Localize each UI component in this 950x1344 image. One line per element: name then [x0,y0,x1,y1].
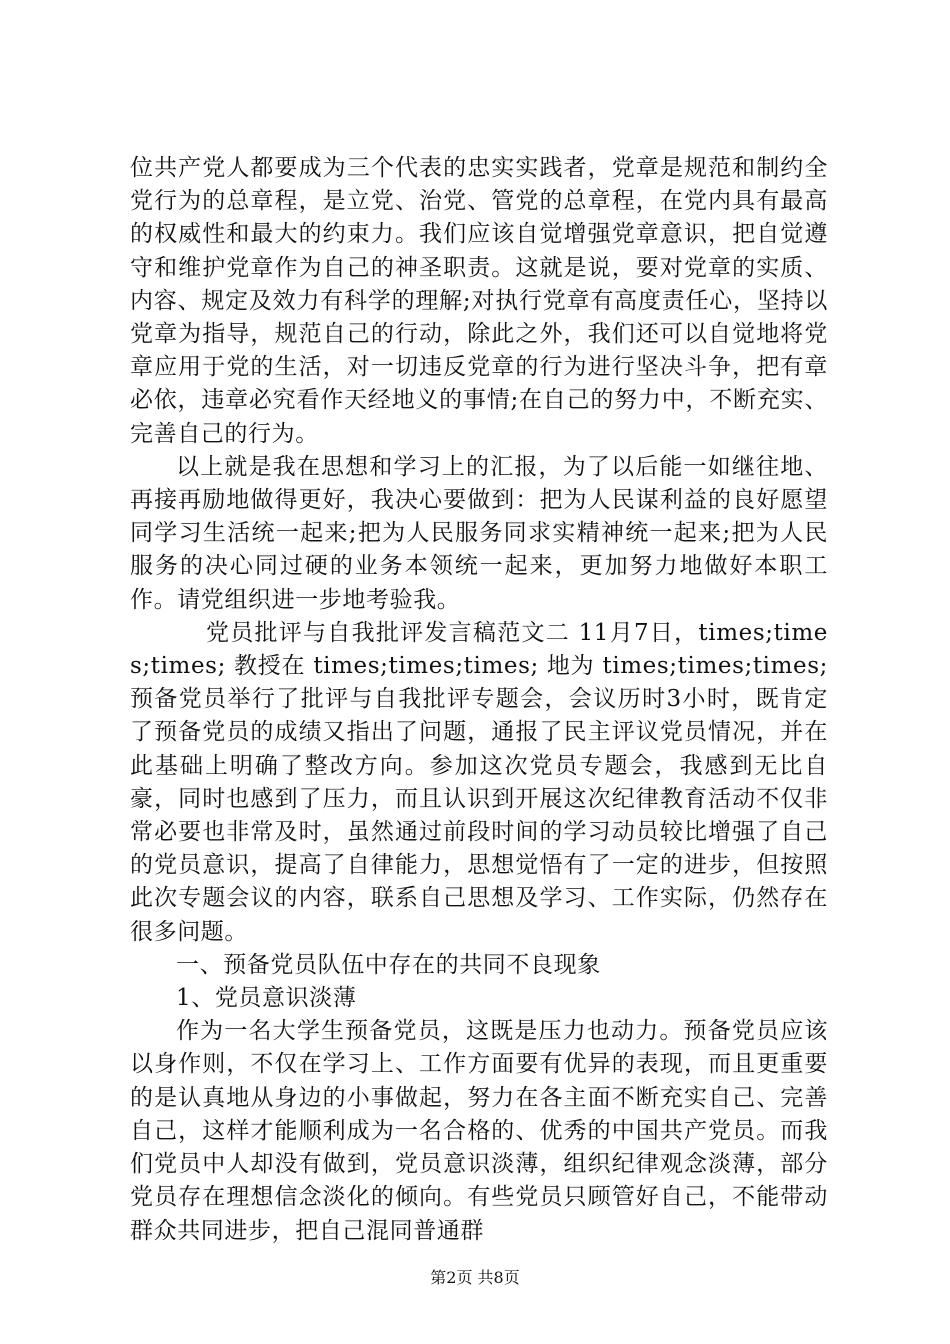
paragraph-report-summary: 以上就是我在思想和学习上的汇报，为了以后能一如继往地、再接再励地做得更好，我决心要做到：把为人民谋利益的良好愿望同学习生活统一起来;把为人民服务同求实精神统一起来;把为人民服务的决心同过硬的业务本领统一起来，更加努力地做好本职工作。请党组织进一步地考验我。 [130,453,828,613]
paragraph-party-awareness: 作为一名大学生预备党员，这既是压力也动力。预备党员应该以身作则，不仅在学习上、工作方面要有优异的表现，而且更重要的是认真地从身边的小事做起，努力在各主面不断充实自己、完善自己，这样才能顺利成为一名合格的、优秀的中国共产党员。而我们党员中人却没有做到，党员意识淡薄，组织纪律观念淡薄，部分党员存在理想信念淡化的倾向。有些党员只顾管好自己，不能带动群众共同进步，把自己混同普通群 [130,1018,828,1244]
document-body [130,152,828,1248]
section-heading: 一、预备党员队伍中存在的共同不良现象 [176,951,601,978]
paragraph-party-constitution: 位共产党人都要成为三个代表的忠实实践者，党章是规范和制约全党行为的总章程，是立党、治党、管党的总章程，在党内具有最高的权威性和最大的约束力。我们应该自觉增强党章意识，把自觉遵守和维护党章作为自己的神圣职责。这就是说，要对党章的实质、内容、规定及效力有科学的理解;对执行党章有高度责任心，坚持以党章为指导，规范自己的行动，除此之外，我们还可以自觉地将党章应用于党的生活，对一切违反党章的行为进行坚决斗争，把有章必依，违章必究看作天经地义的事情;在自己的努力中，不断充实、完善自己的行为。 [130,155,828,447]
subsection-heading: 1、党员意识淡薄 [176,985,357,1012]
paragraph-speech-intro: 党员批评与自我批评发言稿范文二 11月7日，times;times;times; 教授在 times;times;times; 地为 times;times;times;预备党员举行了批评与自我批评专题会，会议历时3小时，既肯定了预备党员的成绩又指出了问题，通报了民主评议党员情况，并在此基础上明确了整改方向。参加这次党员专题会，我感到无比自豪，同时也感到了压力，而且认识到开展这次纪律教育活动不仅非常必要也非常及时，虽然通过前段时间的学习动员较比增强了自己的党员意识，提高了自律能力，思想觉悟有了一定的进步，但按照此次专题会议的内容，联系自己思想及学习、工作实际，仍然存在很多问题。 [130,619,828,945]
page-number-footer: 第2页 共8页 [430,1268,520,1287]
